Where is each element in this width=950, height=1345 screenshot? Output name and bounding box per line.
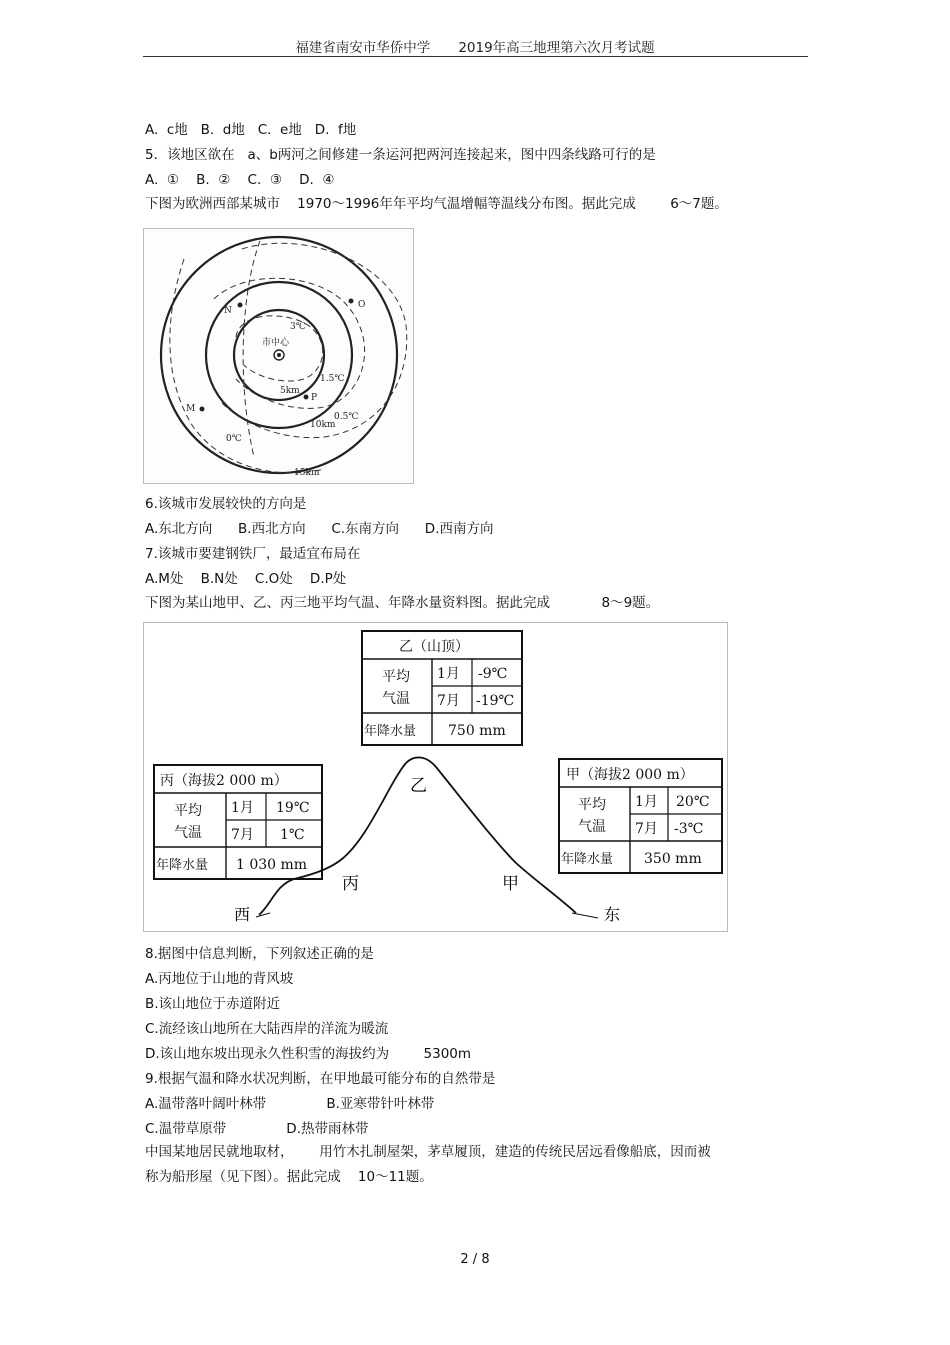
- bing-value-7: 1℃: [280, 827, 305, 843]
- bing-temp-label-2: 气温: [174, 825, 202, 841]
- yi-temp-label-2: 气温: [382, 691, 410, 707]
- q8-option-c: C.流经该山地所在大陆西岸的洋流为暖流: [145, 1021, 389, 1037]
- q9-options-ab: A.温带落叶阔叶林带 B.亚寒带针叶林带: [145, 1096, 435, 1112]
- header-rule: [143, 56, 808, 57]
- bing-prec-label: 年降水量: [156, 858, 209, 873]
- isotherm-3c: [236, 316, 323, 381]
- label-n: N: [224, 306, 232, 316]
- fig2-intro: 下图为某山地甲、乙、丙三地平均气温、年降水量资料图。据此完成 8～9题。: [145, 595, 660, 611]
- q6-options: A.东北方向 B.西北方向 C.东南方向 D.西南方向: [145, 521, 494, 537]
- jia-month-1: 1月: [635, 794, 658, 810]
- city-center-dot: [277, 353, 281, 357]
- label-1-5c: 1.5℃: [320, 374, 345, 384]
- mountain-climate-diagram: [144, 623, 727, 931]
- label-east: 东: [604, 905, 621, 924]
- point-p-dot: [304, 395, 309, 400]
- bing-month-1: 1月: [231, 800, 254, 816]
- label-jia: 甲: [502, 874, 519, 894]
- q8-option-b: B.该山地位于赤道附近: [145, 996, 281, 1012]
- label-5km: 5km: [280, 386, 300, 396]
- q4-options: A. c地 B. d地 C. e地 D. f地: [145, 122, 357, 138]
- label-0c: 0℃: [226, 434, 242, 444]
- isotherm-0c: [170, 259, 324, 473]
- label-city-center: 市中心: [262, 338, 290, 348]
- q7-options: A.M处 B.N处 C.O处 D.P处: [145, 571, 347, 587]
- label-west: 西: [234, 905, 251, 924]
- yi-prec-value: 750 mm: [448, 723, 506, 739]
- yi-month-7: 7月: [437, 693, 460, 709]
- point-n-dot: [238, 303, 243, 308]
- label-10km: 10km: [310, 420, 336, 430]
- q7-stem: 7.该城市要建钢铁厂，最适宜布局在: [145, 546, 361, 562]
- page-header: [0, 36, 950, 56]
- bing-prec-value: 1 030 mm: [236, 857, 308, 873]
- label-peak-yi: 乙: [410, 776, 427, 796]
- q9-options-cd: C.温带草原带 D.热带雨林带: [145, 1121, 369, 1137]
- yi-title: 乙（山顶）: [399, 639, 469, 655]
- header-title: 2019年高三地理第六次月考试题: [458, 40, 655, 56]
- bing-value-1: 19℃: [276, 800, 310, 816]
- q10-intro-2: 称为船形屋（见下图）。据此完成 10～11题。: [145, 1169, 433, 1185]
- label-3c: 3℃: [290, 322, 306, 332]
- mountain-climate-figure: [143, 622, 728, 932]
- q5-stem: 5．该地区欲在 a、b两河之间修建一条运河把两河连接起来，图中四条线路可行的是: [145, 147, 656, 163]
- bing-temp-label-1: 平均: [174, 803, 202, 819]
- q9-stem: 9.根据气温和降水状况判断，在甲地最可能分布的自然带是: [145, 1071, 496, 1087]
- point-o-dot: [349, 299, 354, 304]
- label-m: M: [186, 404, 196, 414]
- label-o: O: [358, 300, 366, 310]
- east-ground: [572, 913, 598, 918]
- q8-stem: 8.据图中信息判断，下列叙述正确的是: [145, 946, 374, 962]
- jia-prec-label: 年降水量: [561, 852, 614, 867]
- q10-intro-1: 中国某地居民就地取材， 用竹木扎制屋架，茅草履顶，建造的传统民居远看像船底，因而被: [145, 1144, 711, 1160]
- label-bing: 丙: [342, 874, 359, 894]
- jia-value-1: 20℃: [676, 794, 710, 810]
- yi-month-1: 1月: [437, 666, 460, 682]
- fig1-intro: 下图为欧洲西部某城市 1970～1996年年平均气温增幅等温线分布图。据此完成 6～7题。: [145, 196, 728, 212]
- q5-options: A. ① B. ② C. ③ D. ④: [145, 172, 335, 188]
- isotherm-map: [144, 229, 413, 483]
- jia-month-7: 7月: [635, 821, 658, 837]
- bing-month-7: 7月: [231, 827, 254, 843]
- bing-title: 丙（海拔2 000 m）: [160, 773, 288, 789]
- label-0-5c: 0.5℃: [334, 412, 359, 422]
- yi-value-1: -9℃: [478, 666, 508, 682]
- west-ground: [256, 913, 270, 917]
- jia-value-7: -3℃: [674, 821, 704, 837]
- yi-temp-label-1: 平均: [382, 669, 410, 685]
- jia-temp-label-2: 气温: [578, 819, 606, 835]
- jia-title: 甲（海拔2 000 m）: [566, 767, 694, 783]
- label-p: P: [311, 393, 318, 403]
- page-number: 2 / 8: [460, 1252, 490, 1267]
- header-school: 福建省南安市华侨中学: [295, 40, 431, 56]
- jia-prec-value: 350 mm: [644, 851, 702, 867]
- isotherm-0-5c: [222, 243, 407, 437]
- q6-stem: 6.该城市发展较快的方向是: [145, 496, 307, 512]
- point-m-dot: [200, 407, 205, 412]
- isotherm-map-figure: [143, 228, 414, 484]
- q8-option-a: A.丙地位于山地的背风坡: [145, 971, 294, 987]
- q8-option-d: D.该山地东坡出现永久性积雪的海拔约为 5300m: [145, 1046, 472, 1062]
- yi-value-7: -19℃: [476, 693, 515, 709]
- label-15km: 15km: [294, 468, 320, 478]
- jia-temp-label-1: 平均: [578, 797, 606, 813]
- yi-prec-label: 年降水量: [364, 724, 417, 739]
